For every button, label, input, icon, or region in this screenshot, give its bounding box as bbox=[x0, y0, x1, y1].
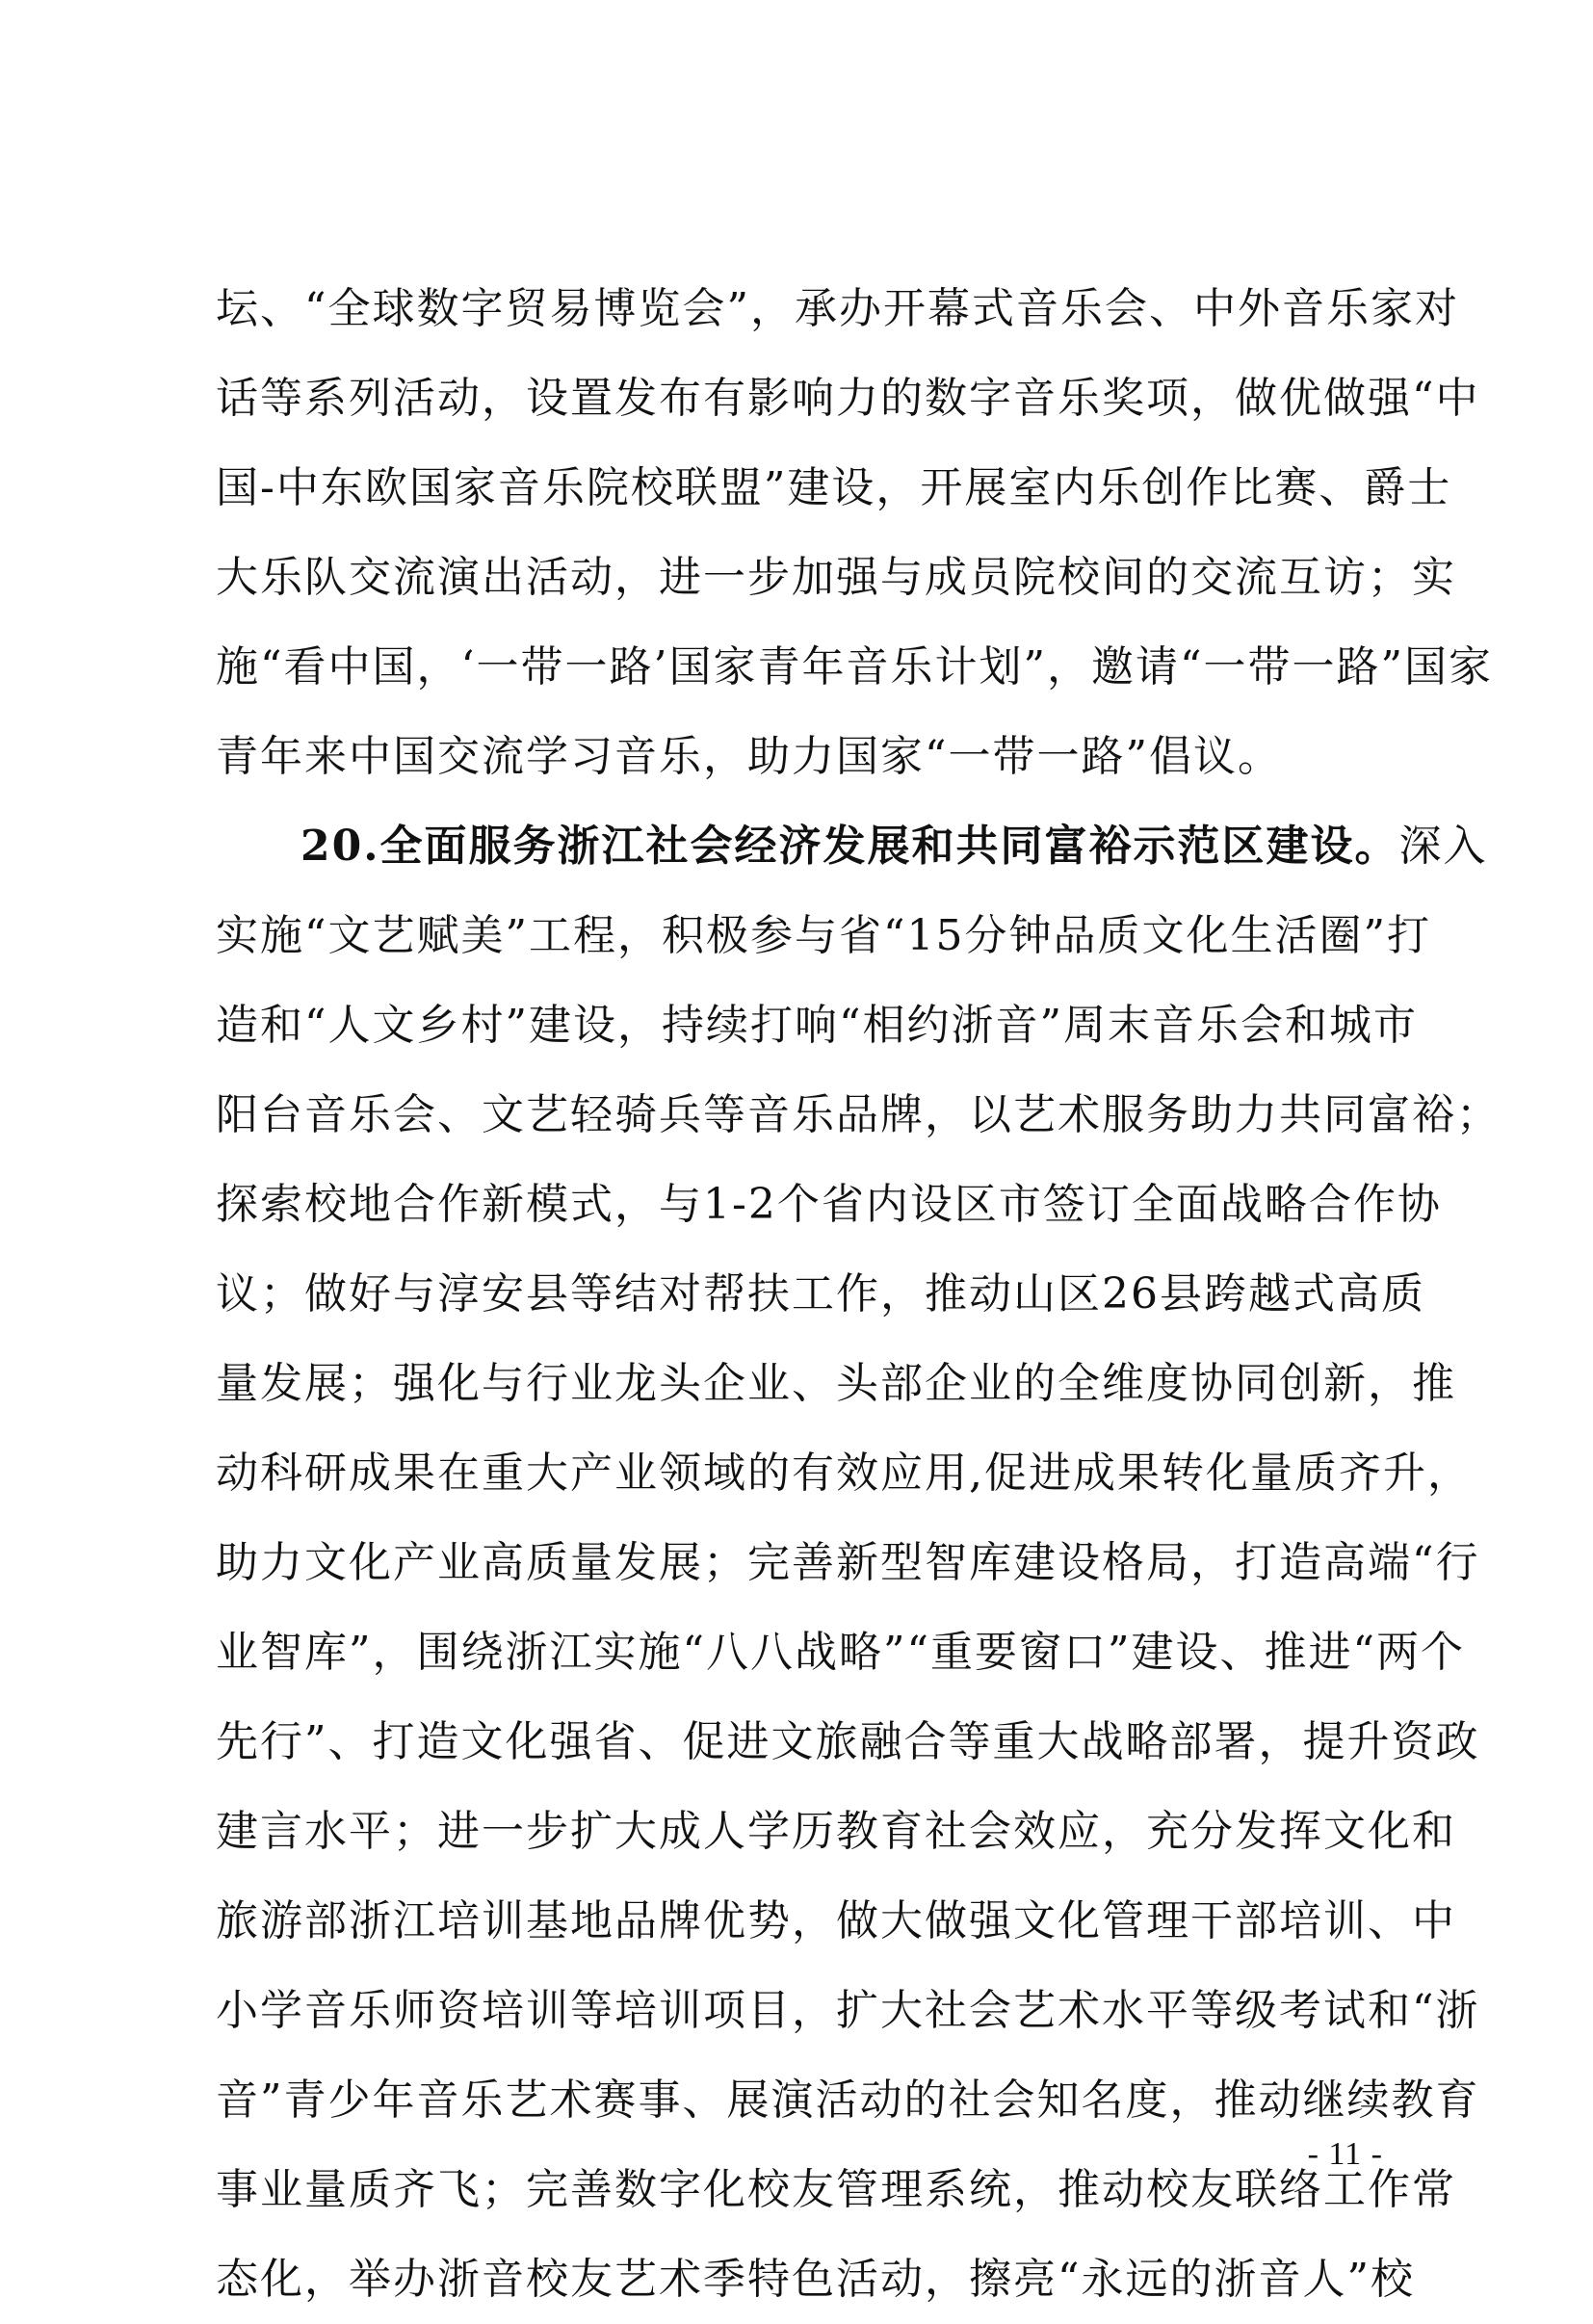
text-line: 青年来中国交流学习音乐，助力国家“一带一路”倡议。 bbox=[216, 732, 1282, 781]
text-line: 量发展；强化与行业龙头企业、头部企业的全维度协同创新，推 bbox=[216, 1359, 1456, 1408]
text-line: 阳台音乐会、文艺轻骑兵等音乐品牌，以艺术服务助力共同富裕； bbox=[216, 1090, 1501, 1139]
text-line: 业智库”，围绕浙江实施“八八战略”“重要窗口”建设、推进“两个 bbox=[216, 1628, 1465, 1677]
paragraph-20-heading: 20.全面服务浙江社会经济发展和共同富裕示范区建设。 bbox=[300, 822, 1399, 871]
text-line: 事业量质齐飞；完善数字化校友管理系统，推动校友联络工作常 bbox=[216, 2165, 1456, 2214]
text-line: 探索校地合作新模式，与1-2个省内设区市签订全面战略合作协 bbox=[216, 1180, 1442, 1229]
text-line: 旅游部浙江培训基地品牌优势，做大做强文化管理干部培训、中 bbox=[216, 1896, 1456, 1945]
page-number: - 11 - bbox=[1307, 2136, 1383, 2172]
text-line: 议；做好与淳安县等结对帮扶工作，推动山区26县跨越式高质 bbox=[216, 1269, 1425, 1319]
text-line: 小学音乐师资培训等培训项目，扩大社会艺术水平等级考试和“浙 bbox=[216, 1986, 1480, 2035]
text-line: 施“看中国，‘一带一路’国家青年音乐计划”，邀请“一带一路”国家 bbox=[216, 642, 1493, 692]
text-line: 话等系列活动，设置发布有影响力的数字音乐奖项，做优做强“中 bbox=[216, 374, 1480, 423]
body-text bbox=[216, 264, 1501, 2324]
text-line: 大乐队交流演出活动，进一步加强与成员院校间的交流互访；实 bbox=[216, 553, 1456, 602]
text-line: 动科研成果在重大产业领域的有效应用,促进成果转化量质齐升， bbox=[216, 1449, 1472, 1498]
text-line: 态化，举办浙音校友艺术季特色活动，擦亮“永远的浙音人”校 bbox=[216, 2255, 1415, 2304]
text-line: 助力文化产业高质量发展；完善新型智库建设格局，打造高端“行 bbox=[216, 1538, 1480, 1587]
text-line: 国-中东欧国家音乐院校联盟”建设，开展室内乐创作比赛、爵士 bbox=[216, 463, 1452, 512]
text-line: 先行”、打造文化强省、促进文旅融合等重大战略部署，提升资政 bbox=[216, 1717, 1480, 1766]
text-line: 坛、“全球数字贸易博览会”，承办开幕式音乐会、中外音乐家对 bbox=[216, 284, 1459, 333]
text-line: 建言水平；进一步扩大成人学历教育社会效应，充分发挥文化和 bbox=[216, 1807, 1456, 1856]
text-line: 音”青少年音乐艺术赛事、展演活动的社会知名度，推动继续教育 bbox=[216, 2076, 1480, 2125]
text-line: 实施“文艺赋美”工程，积极参与省“15分钟品质文化生活圈”打 bbox=[216, 911, 1431, 960]
text-line: 造和“人文乡村”建设，持续打响“相约浙音”周末音乐会和城市 bbox=[216, 1001, 1418, 1050]
paragraph-20-first-line bbox=[216, 801, 1488, 891]
paragraph-20-first-line-rest: 深入 bbox=[1398, 822, 1488, 871]
